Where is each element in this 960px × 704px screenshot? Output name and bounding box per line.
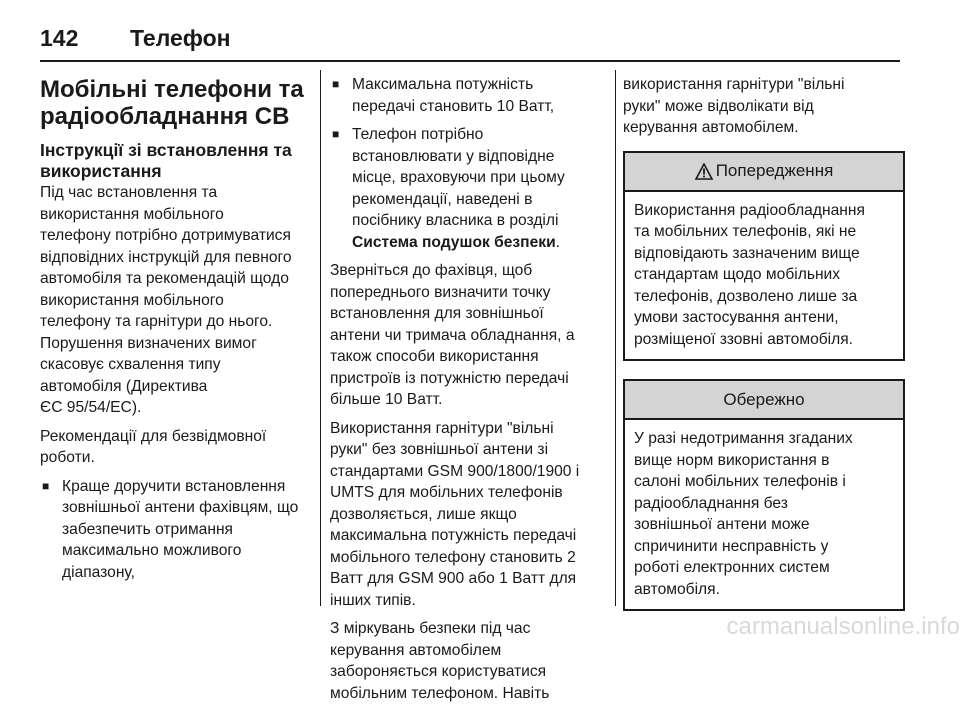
text-line: умови застосування антени,	[634, 309, 839, 326]
text-line: телефону потрібно дотримуватися	[40, 227, 291, 244]
text-line: телефонів, дозволено лише за	[634, 287, 858, 305]
caution-box	[623, 379, 905, 611]
text-line: спричинити несправність у	[634, 537, 829, 555]
subsection-heading	[40, 140, 308, 182]
text-line: використання гарнітури "вільні	[623, 76, 845, 93]
text-line: роботі електронних систем	[634, 559, 830, 576]
text-line: стандартами GSM 900/1800/1900 і	[330, 462, 580, 480]
text-line: забезпечить отримання	[62, 520, 234, 538]
text-line: Зверніться до фахівця, щоб	[330, 262, 533, 279]
header-divider	[40, 60, 900, 62]
text-line: керування автомобілем	[330, 641, 502, 659]
text-line: Телефон потрібно	[352, 126, 484, 143]
text-line: роботи.	[40, 449, 95, 466]
text-line: забороняється користуватися	[330, 663, 547, 680]
text-line: Під час встановлення та	[40, 184, 218, 201]
text-line: також способи використання	[330, 348, 539, 365]
text-line: зовнішньої антени може	[634, 516, 810, 533]
handsfree-paragraph	[330, 418, 605, 612]
text-line: автомобіля.	[634, 580, 720, 598]
text-line: телефону та гарнітури до нього.	[40, 313, 273, 330]
text-line: Краще доручити встановлення	[62, 477, 286, 495]
text-line: Використання гарнітури "вільні	[330, 419, 554, 437]
page-header	[40, 18, 920, 58]
text-line: попереднього визначити точку	[330, 283, 551, 301]
specialist-paragraph	[330, 260, 605, 411]
text-line: відповідають зазначеним вище	[634, 244, 860, 262]
caution-body	[625, 420, 903, 609]
text-line: посібнику власника в розділі	[352, 212, 559, 229]
warning-body	[625, 192, 903, 360]
text-line: більше 10 Ватт.	[330, 391, 443, 408]
text-line: зовнішньої антени фахівцям, що	[62, 499, 299, 516]
cross-reference: Система подушок безпеки	[352, 233, 556, 251]
text-line: максимальна потужність передачі	[330, 527, 577, 544]
list-item-text	[352, 124, 605, 253]
recommendations-paragraph	[40, 426, 308, 469]
bullet-icon: ■	[42, 478, 50, 493]
caution-box-header	[625, 381, 903, 420]
text-line: ЄС 95/54/ЕС).	[40, 399, 142, 416]
text-line: максимально можливого	[62, 542, 242, 559]
text-line: руки" може відволікати від	[623, 97, 814, 115]
text-line: мобільного телефону становить 2	[330, 548, 576, 566]
text-line: місце, враховуючи при цьому	[352, 169, 565, 186]
installation-paragraph	[40, 182, 308, 419]
list-item-text	[62, 476, 308, 584]
text-line: UMTS для мобільних телефонів	[330, 484, 563, 501]
list-item	[330, 74, 605, 117]
text-line: встановлювати у відповідне	[352, 147, 555, 165]
list-item-text	[352, 74, 605, 117]
text-line: автомобіля (Директива	[40, 377, 208, 395]
text-line: керування автомобілем.	[623, 119, 799, 136]
text-line: руки" без зовнішньої антени зі	[330, 441, 549, 458]
text-line: Порушення визначених вимог	[40, 334, 257, 352]
text-line: встановлення для зовнішньої	[330, 305, 544, 322]
title-line: Мобільні телефони та	[40, 76, 304, 103]
text-line: Максимальна потужність	[352, 76, 534, 93]
caution-title: Обережно	[723, 389, 805, 409]
text-line: скасовує схвалення типу	[40, 356, 221, 373]
text-line: інших типів.	[330, 591, 416, 609]
column-2	[330, 74, 605, 704]
text-line: радіообладнання без	[634, 494, 788, 512]
punctuation: .	[555, 233, 560, 251]
text-line: передачі становить 10 Ватт,	[352, 97, 555, 115]
watermark: carmanualsonline.info	[726, 613, 960, 640]
text-line: Ватт для GSM 900 або 1 Ватт для	[330, 570, 577, 587]
column-3	[623, 74, 905, 629]
text-line: використання мобільного	[40, 291, 224, 309]
text-line: діапазону,	[62, 563, 136, 581]
column-divider	[615, 70, 616, 606]
heading-line: Інструкції зі встановлення та	[40, 140, 292, 160]
warning-box	[623, 151, 905, 362]
column-1	[40, 74, 308, 590]
warning-box-header	[625, 153, 903, 192]
text-line: салоні мобільних телефонів і	[634, 473, 846, 490]
text-line: вище норм використання в	[634, 451, 830, 469]
bullet-icon: ■	[332, 127, 340, 141]
continued-paragraph	[623, 74, 905, 139]
text-line: Рекомендації для безвідмовної	[40, 427, 267, 445]
text-line: та мобільних телефонів, які не	[634, 223, 857, 240]
text-line: використання мобільного	[40, 205, 224, 223]
page-number: 142	[40, 24, 79, 51]
text-line: стандартам щодо мобільних	[634, 266, 841, 283]
text-line: дозволяється, лише якщо	[330, 505, 517, 523]
text-line: пристроїв із потужністю передачі	[330, 369, 569, 387]
text-line: розміщеної ззовні автомобіля.	[634, 330, 854, 348]
heading-line: використання	[40, 161, 162, 181]
text-line: Використання радіообладнання	[634, 201, 865, 219]
text-line: антени чи тримача обладнання, а	[330, 326, 575, 344]
section-title: Телефон	[130, 24, 231, 51]
text-line: мобільним телефоном. Навіть	[330, 684, 550, 702]
text-line: відповідних інструкцій для певного	[40, 248, 292, 266]
article-title	[40, 76, 308, 130]
title-line: радіообладнання СВ	[40, 103, 290, 130]
list-item	[40, 476, 308, 584]
warning-triangle-icon	[695, 163, 713, 180]
column-divider	[320, 70, 321, 606]
text-line: У разі недотримання згаданих	[634, 430, 853, 447]
text-line: рекомендації, наведені в	[352, 190, 533, 208]
bullet-icon: ■	[332, 77, 340, 91]
list-item	[330, 124, 605, 253]
text-line: автомобіля та рекомендацій щодо	[40, 270, 289, 287]
warning-title: Попередження	[715, 161, 834, 181]
text-line: З міркувань безпеки під час	[330, 620, 531, 637]
